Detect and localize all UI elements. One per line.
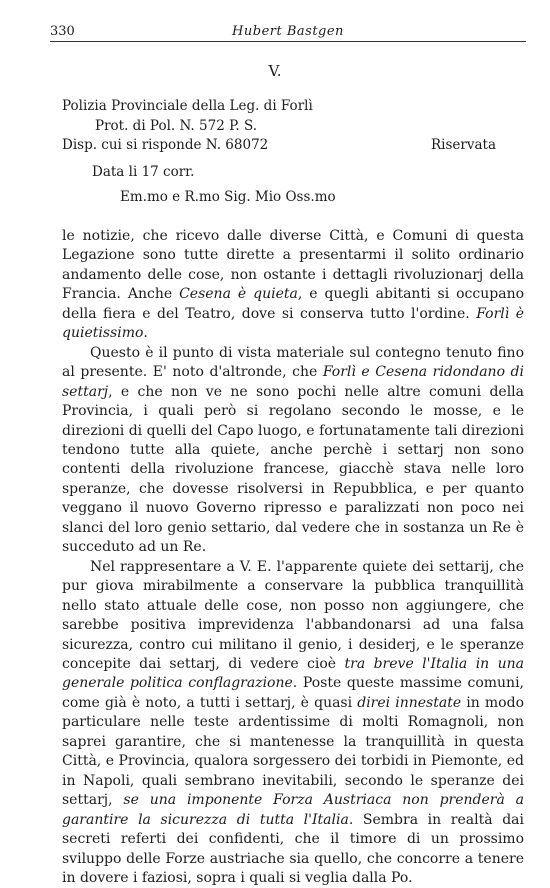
text-run: le notizie, che ricevo dalle diverse Città, e Comuni di questa Legazione sono tutte dirette a presentarmi il solito ordinario andamento delle cose, non ostante i dettagli rivoluzionarj della Francia. Anche (62, 228, 524, 303)
paragraph-2 (62, 344, 524, 558)
letterhead-office: Polizia Provinciale della Leg. di Forlì (62, 98, 313, 114)
text-run: in modo particulare nelle teste ardentissime di molti Romagnoli, non saprei garantire, che si mantenesse la tranquillità in questa Città, e Provincia, qualora sorgessero dei torbidi in Piemonte, ed in Napoli, quali sembrano inevitabili, secondo le speranze dei settarj, (62, 694, 525, 809)
paragraph-1 (62, 227, 524, 344)
paragraph-3 (62, 558, 524, 888)
page-header (50, 22, 526, 42)
page-number: 330 (50, 24, 75, 39)
text-run: Nel rappresentare a V. E. l'apparente quiete dei settarij, che pur giova mirabilmente a conservare la pubblica tranquillità nello stato attuale delle cose, non posso non aggiungere, che sarebbe positiva imprevidenza l'abbandonarsi ad una falsa sicurezza, contro cui militano il genio, i desiderj, e le speranze concepite dai settarj, di vedere cioè (62, 558, 524, 672)
confidential-mark: Riservata (430, 137, 496, 153)
italic-run: Cesena è quieta (179, 286, 298, 303)
section-number: V. (268, 62, 282, 80)
running-head: Hubert Bastgen (232, 24, 344, 39)
text-run: . Sembra in realtà dai secreti referti dei confidenti, che il timore di un prossimo sviluppo delle Forze austriache sia quello, che concorre a tenere in dovere i faziosi, sopra i quali si veglia dalla Po. (62, 811, 524, 886)
text-run: Questo è il punto di vista materiale sul contegno tenuto fino al presente. E' noto d'altronde, che (62, 344, 524, 381)
letter-body (62, 227, 524, 888)
text-run: . (143, 325, 148, 342)
letterhead-protocol: Prot. di Pol. N. 572 P. S. (95, 118, 258, 134)
italic-run: tra breve l'Italia in una generale politica conflagrazione (62, 655, 524, 692)
italic-run: Forlì e Cesena ridondano di settarj (62, 364, 525, 400)
letterhead-reference: Disp. cui si risponde N. 68072 (62, 137, 269, 153)
text-run: , e quegli abitanti si occupano della fiera e del Teatro, dove si conserva tutto l'ordine. (62, 286, 525, 322)
salutation: Em.mo e R.mo Sig. Mio Oss.mo (120, 189, 336, 205)
italic-run: Forlì è quietissimo (62, 305, 524, 342)
text-run: . Poste queste massime comuni, come già è noto, a tutti i settarj, è quasi (62, 675, 524, 711)
header-rule (50, 41, 526, 42)
text-run: , e che non ve ne sono pochi nelle altre comuni della Provincia, i quali però si regolano secondo le mosse, e le direzioni di quelli del Capo luogo, e fortunatamente tali direzioni tendono tutte alla quiete, anche perchè i settarj non sono contenti della rivoluzione francese, giacchè stava nelle loro speranze, che dovesse risolversi in Repubblica, e per quanto veggano il nuovo Governo ripresso e paralizzati non poco nei slanci del loro genio settario, dal vedere che in sostanza un Re è succeduto ad un Re. (62, 383, 524, 556)
italic-run: se una imponente Forza Austriaca non prenderà a garantire la sicurezza di tutta l'Italia (62, 792, 524, 828)
italic-run: direi innestate (357, 694, 462, 711)
letter-date: Data li 17 corr. (92, 164, 195, 180)
